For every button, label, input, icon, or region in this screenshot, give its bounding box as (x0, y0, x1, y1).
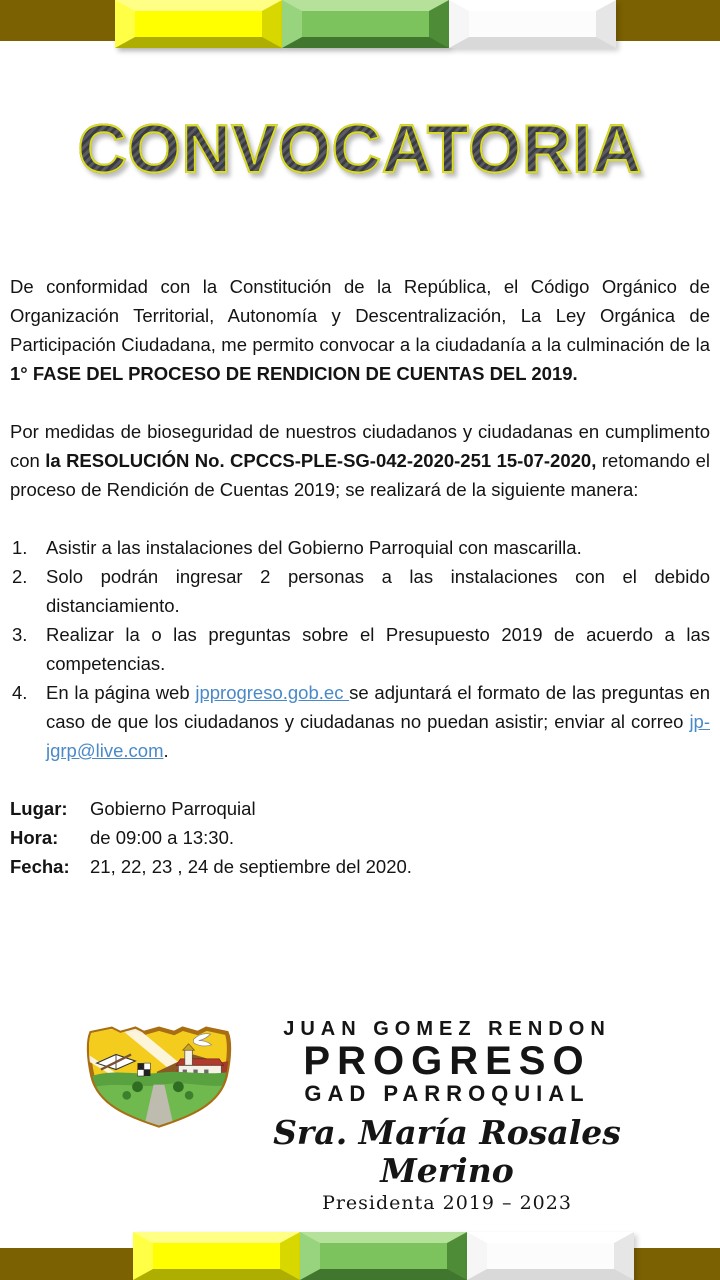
white-bevel-block (449, 0, 616, 48)
footer-logo-text (247, 1012, 647, 1214)
list-item-text: Solo podrán ingresar 2 personas a las instalaciones con el debido distanciamiento. (46, 566, 710, 616)
list-item-number: 2. (12, 566, 28, 587)
time-value: de 09:00 a 13:30. (90, 827, 235, 848)
event-location-row (10, 794, 710, 823)
event-date-row (10, 852, 710, 881)
date-label: Fecha: (10, 856, 70, 877)
org-name-line2: PROGRESO (303, 1039, 591, 1083)
instructions-list (10, 533, 710, 765)
time-label: Hora: (10, 827, 59, 848)
list-item-text: Realizar la o las preguntas sobre el Presupuesto 2019 de acuerdo a las competencias. (46, 624, 710, 674)
green-bevel-block (282, 0, 449, 48)
intro-paragraph-1-bold: 1° FASE DEL PROCESO DE RENDICION DE CUENTAS DEL 2019. (10, 363, 578, 384)
intro-paragraph-1 (10, 272, 710, 388)
resolution-reference: la RESOLUCIÓN No. CPCCS-PLE-SG-042-2020-251 15-07-2020, (45, 450, 597, 471)
parish-crest-icon (73, 1020, 245, 1132)
location-value: Gobierno Parroquial (90, 798, 256, 819)
list-item-number: 1. (12, 537, 28, 558)
list-item-4-mid: se adjuntará el formato de las preguntas en caso de que los ciudadanos y ciudadanas no puedan asistir; enviar al correo (46, 682, 710, 732)
list-item-number: 3. (12, 624, 28, 645)
event-time-row (10, 823, 710, 852)
yellow-bevel-block (133, 1232, 300, 1280)
white-bevel-block (467, 1232, 634, 1280)
list-item-4-post: . (163, 740, 169, 761)
page-title: CONVOCATORIA (0, 110, 720, 188)
list-item-text: Asistir a las instalaciones del Gobierno Parroquial con mascarilla. (46, 537, 582, 558)
list-item-text (46, 682, 710, 761)
president-title: Presidenta 2019 – 2023 (322, 1192, 572, 1215)
org-name-line3: GAD PARROQUIAL (304, 1081, 590, 1106)
intro-paragraph-2 (10, 417, 710, 504)
intro-paragraph-2-pre: Por medidas de bioseguridad de nuestros ciudadanos y ciudadanas en cumplimento con (10, 421, 710, 471)
president-signature: Sra. María Rosales Merino (273, 1113, 621, 1191)
green-bevel-block (300, 1232, 467, 1280)
footer-logo-section (0, 1012, 720, 1214)
org-name-line1: JUAN GOMEZ RENDON (283, 1018, 611, 1040)
top-decoration-blocks (115, 0, 616, 48)
email-link[interactable]: jp-jgrp@live.com (46, 711, 710, 761)
location-label: Lugar: (10, 798, 68, 819)
bottom-decoration-blocks (133, 1232, 634, 1280)
list-item (10, 620, 710, 678)
date-value: 21, 22, 23 , 24 de septiembre del 2020. (90, 856, 412, 877)
intro-paragraph-1-text: De conformidad con la Constitución de la República, el Código Orgánico de Organización Territorial, Autonomía y Descentralización, La Ley Orgánica de Participación Ciudadana, me permito convocar a la ciudadanía a la culminación de la (10, 276, 710, 355)
list-item-number: 4. (12, 682, 28, 703)
list-item (10, 678, 710, 765)
yellow-bevel-block (115, 0, 282, 48)
list-item (10, 533, 710, 562)
intro-paragraph-2-post: retomando el proceso de Rendición de Cuentas 2019; se realizará de la siguiente manera: (10, 450, 711, 500)
website-link[interactable]: jpprogreso.gob.ec (195, 682, 350, 703)
announcement-body (10, 272, 710, 881)
list-item-4-pre: En la página web (46, 682, 196, 703)
list-item (10, 562, 710, 620)
